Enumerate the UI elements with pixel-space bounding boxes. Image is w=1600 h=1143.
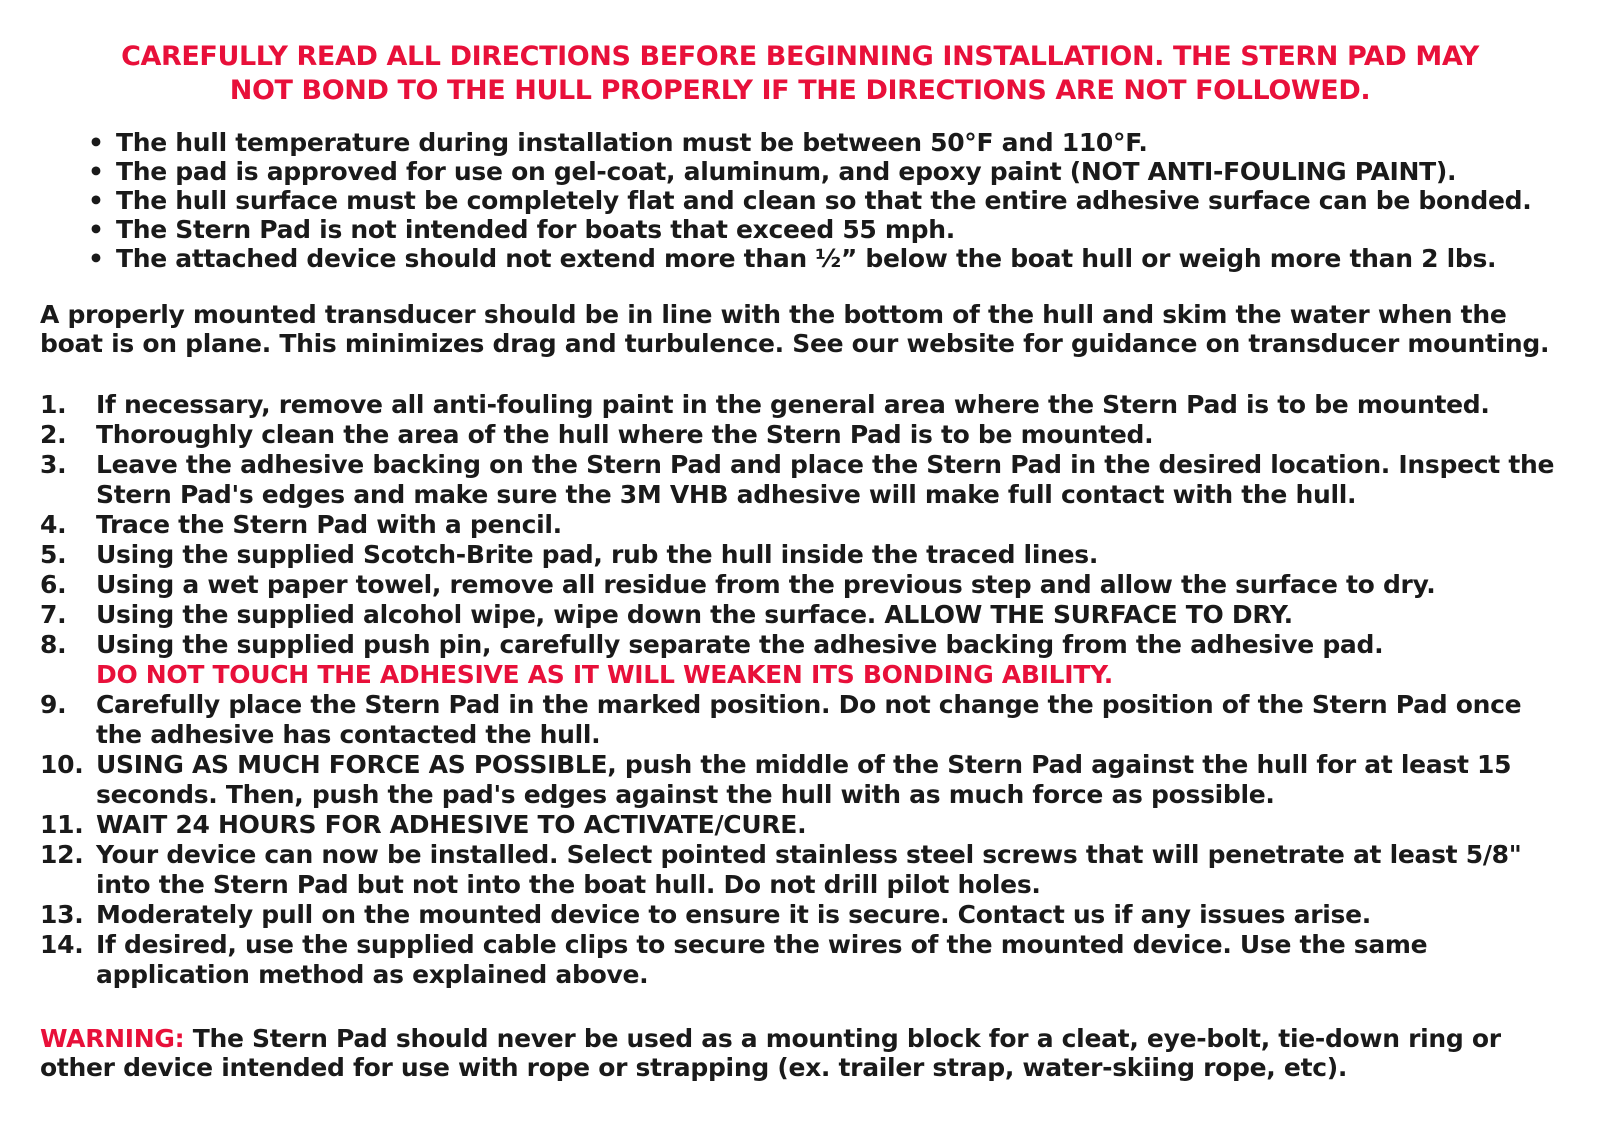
requirement-item bbox=[88, 244, 1578, 273]
step-number: 6. bbox=[40, 570, 67, 599]
requirement-text: The hull temperature during installation must be between 50°F and 110°F. bbox=[116, 128, 1148, 157]
warning-label: WARNING: bbox=[40, 1024, 185, 1053]
step-number: 4. bbox=[40, 510, 67, 539]
step-text: Using the supplied push pin, carefully separate the adhesive backing from the adhesive pad. bbox=[96, 630, 1384, 659]
caution-header-line-1: CAREFULLY READ ALL DIRECTIONS BEFORE BEGINNING INSTALLATION. THE STERN PAD MAY bbox=[121, 41, 1479, 72]
bullet-icon: • bbox=[88, 128, 104, 157]
step-text: If desired, use the supplied cable clips to secure the wires of the mounted device. Use the same application method as explained above. bbox=[96, 930, 1428, 989]
step-item bbox=[40, 840, 1570, 900]
step-item bbox=[40, 510, 1570, 540]
step-number: 1. bbox=[40, 390, 67, 419]
step-number: 3. bbox=[40, 450, 67, 479]
bullet-icon: • bbox=[88, 244, 104, 273]
step-text: If necessary, remove all anti-fouling paint in the general area where the Stern Pad is to be mounted. bbox=[96, 390, 1490, 419]
step-number: 12. bbox=[40, 840, 84, 869]
step-item bbox=[40, 600, 1570, 630]
requirements-list bbox=[88, 128, 1578, 273]
requirement-item bbox=[88, 157, 1578, 186]
requirement-item bbox=[88, 215, 1578, 244]
bullet-icon: • bbox=[88, 215, 104, 244]
requirement-text: The pad is approved for use on gel-coat, aluminum, and epoxy paint (NOT ANTI-FOULING PAINT). bbox=[116, 157, 1457, 186]
step-text: Trace the Stern Pad with a pencil. bbox=[96, 510, 562, 539]
step-text: Carefully place the Stern Pad in the marked position. Do not change the position of the Stern Pad once the adhesive has contacted the hull. bbox=[96, 690, 1522, 749]
step-number: 9. bbox=[40, 690, 67, 719]
step-item bbox=[40, 540, 1570, 570]
transducer-paragraph: A properly mounted transducer should be in line with the bottom of the hull and skim the water when the boat is on plane. This minimizes drag and turbulence. See our website for guidance on transducer mounting. bbox=[40, 300, 1550, 358]
step-item bbox=[40, 750, 1570, 810]
requirement-item bbox=[88, 186, 1578, 215]
step-number: 14. bbox=[40, 930, 84, 959]
step-item bbox=[40, 630, 1570, 690]
step-text: Using the supplied alcohol wipe, wipe down the surface. ALLOW THE SURFACE TO DRY. bbox=[96, 600, 1293, 629]
step-number: 8. bbox=[40, 630, 67, 659]
step-item bbox=[40, 690, 1570, 750]
requirement-text: The Stern Pad is not intended for boats that exceed 55 mph. bbox=[116, 215, 955, 244]
step-item bbox=[40, 570, 1570, 600]
step-item bbox=[40, 450, 1570, 510]
step-number: 11. bbox=[40, 810, 84, 839]
step-text: Leave the adhesive backing on the Stern Pad and place the Stern Pad in the desired location. Inspect the Stern Pad's edges and make sure the 3M VHB adhesive will make full contact with the hull. bbox=[96, 450, 1555, 509]
step-item bbox=[40, 930, 1570, 990]
step-text: WAIT 24 HOURS FOR ADHESIVE TO ACTIVATE/CURE. bbox=[96, 810, 807, 839]
requirement-text: The attached device should not extend more than ½” below the boat hull or weigh more than 2 lbs. bbox=[116, 244, 1497, 273]
installation-steps bbox=[40, 390, 1570, 990]
warning-block bbox=[40, 1024, 1570, 1082]
step-text: Your device can now be installed. Select pointed stainless steel screws that will penetrate at least 5/8" into the Stern Pad but not into the boat hull. Do not drill pilot holes. bbox=[96, 840, 1522, 899]
caution-header-line-2: NOT BOND TO THE HULL PROPERLY IF THE DIRECTIONS ARE NOT FOLLOWED. bbox=[229, 75, 1371, 106]
step-item bbox=[40, 420, 1570, 450]
step-text: Moderately pull on the mounted device to ensure it is secure. Contact us if any issues arise. bbox=[96, 900, 1371, 929]
step-item bbox=[40, 390, 1570, 420]
step-text: USING AS MUCH FORCE AS POSSIBLE, push the middle of the Stern Pad against the hull for at least 15 seconds. Then, push the pad's edges against the hull with as much force as possible. bbox=[96, 750, 1512, 809]
step-number: 2. bbox=[40, 420, 67, 449]
step-text: Using a wet paper towel, remove all residue from the previous step and allow the surface to dry. bbox=[96, 570, 1436, 599]
bullet-icon: • bbox=[88, 157, 104, 186]
adhesive-warning: DO NOT TOUCH THE ADHESIVE AS IT WILL WEAKEN ITS BONDING ABILITY. bbox=[96, 660, 1113, 689]
step-number: 10. bbox=[40, 750, 84, 779]
caution-header bbox=[40, 40, 1560, 108]
warning-text: The Stern Pad should never be used as a mounting block for a cleat, eye-bolt, tie-down ring or other device intended for use with rope or strapping (ex. trailer strap, water-skiing rope, etc). bbox=[40, 1024, 1501, 1082]
step-number: 13. bbox=[40, 900, 84, 929]
step-number: 5. bbox=[40, 540, 67, 569]
requirement-item bbox=[88, 128, 1578, 157]
step-item bbox=[40, 900, 1570, 930]
step-text: Thoroughly clean the area of the hull where the Stern Pad is to be mounted. bbox=[96, 420, 1154, 449]
step-text: Using the supplied Scotch-Brite pad, rub the hull inside the traced lines. bbox=[96, 540, 1099, 569]
step-item bbox=[40, 810, 1570, 840]
bullet-icon: • bbox=[88, 186, 104, 215]
requirement-text: The hull surface must be completely flat and clean so that the entire adhesive surface can be bonded. bbox=[116, 186, 1532, 215]
step-number: 7. bbox=[40, 600, 67, 629]
